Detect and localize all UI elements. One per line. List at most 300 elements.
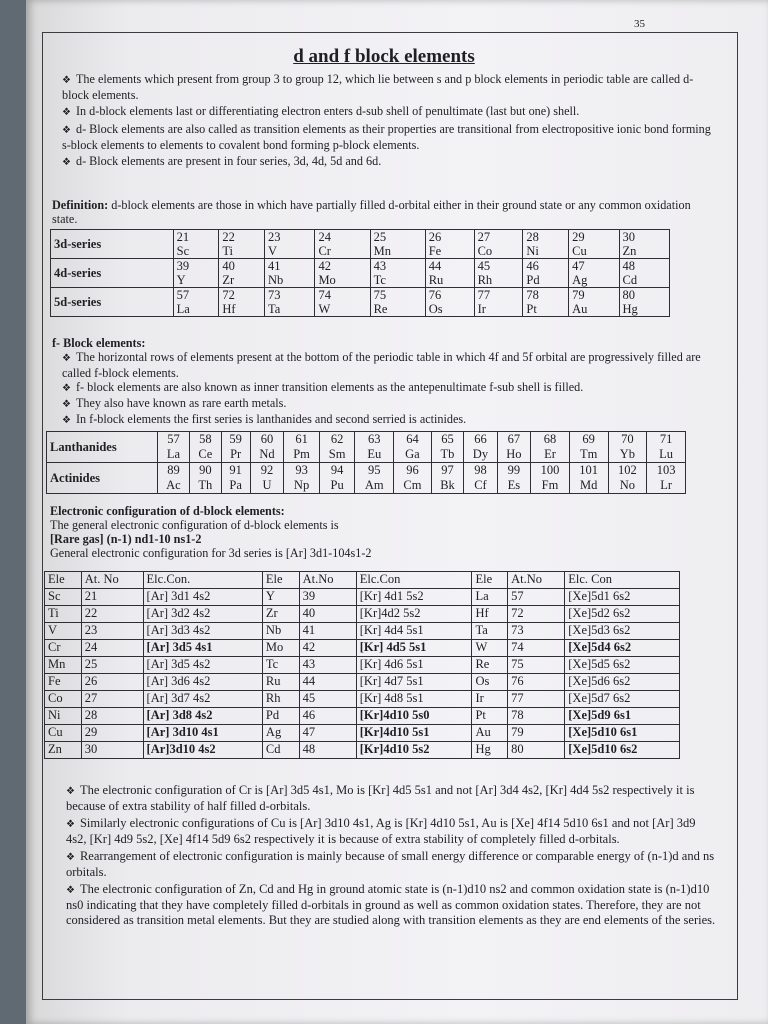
- atomic-number: 90: [199, 463, 212, 477]
- table-cell: [Ar] 3d5 4s1: [143, 640, 262, 657]
- table-cell: [Xe]5d9 6s1: [565, 708, 680, 725]
- atomic-number: 95: [368, 463, 381, 477]
- atomic-number: 67: [507, 432, 521, 446]
- element-cell: [315, 259, 370, 288]
- element-symbol: Pm: [293, 447, 310, 461]
- element-cell: [464, 463, 497, 494]
- element-symbol: Au: [572, 302, 588, 316]
- atomic-number: 89: [167, 463, 180, 477]
- element-cell: [431, 463, 463, 494]
- atomic-number: 58: [199, 432, 212, 446]
- page-number: 35: [634, 18, 645, 30]
- table-cell: 25: [81, 657, 143, 674]
- element-cell: [265, 259, 315, 288]
- d-series-row: [51, 230, 670, 259]
- table-cell: Ag: [262, 725, 299, 742]
- series-label: 4d-series: [51, 259, 174, 288]
- element-cell: [265, 288, 315, 317]
- atomic-number: 42: [318, 259, 331, 273]
- table-cell: [Ar] 3d10 4s1: [143, 725, 262, 742]
- element-symbol: Tb: [440, 447, 455, 461]
- table-cell: 27: [81, 691, 143, 708]
- diamond-bullet-icon: ❖: [62, 75, 71, 86]
- table-cell: 21: [81, 589, 143, 606]
- table-cell: 40: [299, 606, 356, 623]
- atomic-number: 22: [222, 230, 235, 244]
- atomic-number: 99: [507, 463, 521, 477]
- table-cell: Zr: [262, 606, 299, 623]
- diamond-bullet-icon: ❖: [66, 885, 75, 896]
- element-symbol: Mo: [318, 273, 336, 287]
- element-symbol: Mn: [373, 244, 391, 258]
- element-symbol: Nb: [268, 273, 284, 287]
- diamond-bullet-icon: ❖: [66, 819, 75, 830]
- table-cell: Cd: [262, 742, 299, 759]
- column-header: Elc.Con.: [143, 572, 262, 589]
- atomic-number: 101: [579, 463, 599, 477]
- f-bullet: ❖ They also have known as rare earth metals.: [62, 396, 287, 410]
- table-cell: [Xe]5d4 6s2: [565, 640, 680, 657]
- table-cell: 73: [508, 623, 565, 640]
- element-symbol: Cr: [318, 244, 331, 258]
- atomic-number: 57: [176, 288, 190, 302]
- element-cell: [219, 288, 265, 317]
- element-symbol: Bk: [440, 478, 455, 492]
- atomic-number: 71: [659, 432, 673, 446]
- atomic-number: 68: [543, 432, 557, 446]
- table-cell: 57: [508, 589, 565, 606]
- atomic-number: 24: [318, 230, 331, 244]
- column-header: At.No: [299, 572, 356, 589]
- f-bullet: ❖ In f-block elements the first series is lanthanides and second serried is actinides.: [62, 412, 467, 426]
- table-cell: 74: [508, 640, 565, 657]
- element-cell: [157, 432, 189, 463]
- element-cell: [425, 288, 474, 317]
- table-cell: 42: [299, 640, 356, 657]
- table-cell: [Kr] 4d8 5s1: [356, 691, 472, 708]
- element-cell: [173, 259, 219, 288]
- table-cell: 46: [299, 708, 356, 725]
- table-cell: [Kr]4d2 5s2: [356, 606, 472, 623]
- element-cell: [425, 230, 474, 259]
- table-cell: [Ar] 3d7 4s2: [143, 691, 262, 708]
- element-symbol: W: [318, 302, 331, 316]
- element-symbol: Ho: [506, 447, 522, 461]
- element-symbol: Zn: [622, 244, 637, 258]
- element-symbol: Hg: [622, 302, 638, 316]
- atomic-number: 76: [428, 288, 442, 302]
- table-cell: [Kr] 4d6 5s1: [356, 657, 472, 674]
- intro-bullet: ❖ d- Block elements are also called as transition elements as their properties are transitional from electropositive ionic bond forming s-block elements to elements to covalent bond forming p-block elements.: [62, 122, 711, 152]
- element-symbol: Pa: [229, 478, 242, 492]
- atomic-number: 43: [373, 259, 387, 273]
- table-cell: [Kr]4d10 5s0: [356, 708, 472, 725]
- table-cell: 44: [299, 674, 356, 691]
- ec-line: The general electronic configuration of d-block elements is: [50, 518, 339, 532]
- table-cell: [Xe]5d10 6s2: [565, 742, 680, 759]
- ec-3d-formula: General electronic configuration for 3d series is [Ar] 3d1-104s1-2: [50, 546, 372, 560]
- table-cell: W: [472, 640, 508, 657]
- table-cell: Co: [45, 691, 82, 708]
- atomic-number: 47: [572, 259, 585, 273]
- table-cell: 30: [81, 742, 143, 759]
- table-cell: 80: [508, 742, 565, 759]
- atomic-number: 39: [176, 259, 190, 273]
- element-symbol: Tc: [373, 273, 386, 287]
- element-cell: [431, 432, 463, 463]
- table-cell: [Kr] 4d1 5s2: [356, 589, 472, 606]
- atomic-number: 45: [477, 259, 491, 273]
- atomic-number: 65: [441, 432, 454, 446]
- element-cell: [497, 432, 530, 463]
- atomic-number: 70: [621, 432, 634, 446]
- table-cell: Ti: [45, 606, 82, 623]
- element-symbol: Os: [428, 302, 443, 316]
- table-cell: [Xe]5d3 6s2: [565, 623, 680, 640]
- element-symbol: Ru: [428, 273, 444, 287]
- atomic-number: 28: [526, 230, 539, 244]
- atomic-number: 27: [477, 230, 491, 244]
- element-cell: [284, 463, 320, 494]
- table-cell: [Ar] 3d3 4s2: [143, 623, 262, 640]
- element-symbol: Yb: [619, 447, 635, 461]
- element-symbol: Re: [373, 302, 388, 316]
- table-cell: 41: [299, 623, 356, 640]
- element-cell: [315, 288, 370, 317]
- table-cell: [Kr] 4d5 5s1: [356, 640, 472, 657]
- element-symbol: Ag: [572, 273, 588, 287]
- table-cell: Re: [472, 657, 508, 674]
- atomic-number: 61: [295, 432, 308, 446]
- table-cell: 26: [81, 674, 143, 691]
- table-cell: [Kr] 4d4 5s1: [356, 623, 472, 640]
- table-cell: Tc: [262, 657, 299, 674]
- element-cell: [531, 432, 570, 463]
- table-cell: 76: [508, 674, 565, 691]
- intro-bullet: ❖ d- Block elements are present in four series, 3d, 4d, 5d and 6d.: [62, 154, 382, 168]
- column-header: Ele: [262, 572, 299, 589]
- table-cell: Cu: [45, 725, 82, 742]
- element-cell: [608, 463, 647, 494]
- element-cell: [619, 230, 669, 259]
- end-bullet: ❖ The electronic configuration of Zn, Cd and Hg in ground atomic state is (n-1)d10 ns2 and common oxidation state is (n-1)d10 ns0 indicating that they have completely filled d-orbitals in ground as well as common oxidation states. Therefore, they are not considered as transition metal elements. But they are studied along with transition elements as they are end elements of the series.: [66, 882, 716, 927]
- element-symbol: V: [268, 244, 278, 258]
- element-cell: [370, 230, 425, 259]
- table-cell: Fe: [45, 674, 82, 691]
- table-cell: Sc: [45, 589, 82, 606]
- table-cell: 22: [81, 606, 143, 623]
- table-cell: Cr: [45, 640, 82, 657]
- element-symbol: Cm: [403, 478, 422, 492]
- table-cell: Ir: [472, 691, 508, 708]
- element-cell: [523, 259, 569, 288]
- atomic-number: 80: [622, 288, 636, 302]
- table-cell: Pd: [262, 708, 299, 725]
- diamond-bullet-icon: ❖: [62, 157, 71, 168]
- diamond-bullet-icon: ❖: [62, 383, 71, 394]
- element-cell: [569, 463, 608, 494]
- atomic-number: 96: [406, 463, 419, 477]
- table-cell: Ta: [472, 623, 508, 640]
- atomic-number: 62: [330, 432, 344, 446]
- ec-section: [50, 504, 700, 560]
- element-cell: [647, 463, 686, 494]
- atomic-number: 94: [330, 463, 344, 477]
- f-bullet: ❖ The horizontal rows of elements present at the bottom of the periodic table in which 4f and 5f orbital are progressively filled are called f-block elements.: [62, 350, 701, 380]
- element-cell: [221, 432, 250, 463]
- element-symbol: Y: [176, 273, 186, 287]
- element-cell: [569, 230, 619, 259]
- table-row: [45, 623, 680, 640]
- element-cell: [523, 230, 569, 259]
- table-row: [45, 742, 680, 759]
- element-symbol: Cf: [474, 478, 487, 492]
- table-cell: [Kr]4d10 5s2: [356, 742, 472, 759]
- element-symbol: Sc: [176, 244, 190, 258]
- element-cell: [569, 288, 619, 317]
- element-cell: [497, 463, 530, 494]
- d-series-table: [50, 229, 670, 317]
- table-cell: 23: [81, 623, 143, 640]
- element-symbol: Er: [544, 447, 556, 461]
- element-symbol: Ni: [526, 244, 539, 258]
- atomic-number: 23: [268, 230, 281, 244]
- column-header: Elc. Con: [565, 572, 680, 589]
- table-cell: [Kr]4d10 5s1: [356, 725, 472, 742]
- atomic-number: 100: [540, 463, 560, 477]
- table-cell: Hg: [472, 742, 508, 759]
- table-cell: [Kr] 4d7 5s1: [356, 674, 472, 691]
- element-symbol: Md: [579, 478, 598, 492]
- table-cell: [Xe]5d6 6s2: [565, 674, 680, 691]
- atomic-number: 64: [406, 432, 419, 446]
- element-cell: [394, 432, 432, 463]
- element-cell: [173, 288, 219, 317]
- table-cell: 72: [508, 606, 565, 623]
- element-symbol: Nd: [259, 447, 275, 461]
- element-cell: [219, 259, 265, 288]
- table-cell: Os: [472, 674, 508, 691]
- element-cell: [319, 463, 355, 494]
- element-cell: [250, 432, 283, 463]
- table-cell: 43: [299, 657, 356, 674]
- table-cell: V: [45, 623, 82, 640]
- end-bullet: ❖ The electronic configuration of Cr is [Ar] 3d5 4s1, Mo is [Kr] 4d5 5s1 and not [Ar] 3d4 4s2, [Kr] 4d4 5s2 respectively it is because of extra stability of half filled d-orbitals.: [66, 783, 695, 813]
- table-cell: [Xe]5d5 6s2: [565, 657, 680, 674]
- element-symbol: Rh: [477, 273, 493, 287]
- element-symbol: Es: [507, 478, 521, 492]
- atomic-number: 30: [622, 230, 636, 244]
- element-cell: [464, 432, 497, 463]
- element-cell: [619, 288, 669, 317]
- table-cell: 39: [299, 589, 356, 606]
- table-cell: [Ar] 3d6 4s2: [143, 674, 262, 691]
- element-symbol: Co: [477, 244, 493, 258]
- element-symbol: Tm: [579, 447, 598, 461]
- element-symbol: Ti: [222, 244, 233, 258]
- column-header: Ele: [45, 572, 82, 589]
- column-header: At.No: [508, 572, 565, 589]
- table-cell: La: [472, 589, 508, 606]
- ec-heading: Electronic configuration of d-block elements:: [50, 504, 285, 518]
- f-series-row: [47, 463, 686, 494]
- table-cell: 79: [508, 725, 565, 742]
- element-cell: [157, 463, 189, 494]
- table-row: [45, 606, 680, 623]
- atomic-number: 41: [268, 259, 281, 273]
- element-symbol: Eu: [367, 447, 382, 461]
- element-symbol: Fm: [541, 478, 559, 492]
- atomic-number: 26: [428, 230, 442, 244]
- atomic-number: 74: [318, 288, 331, 302]
- element-symbol: Pt: [526, 302, 537, 316]
- element-cell: [319, 432, 355, 463]
- f-series-table: [46, 431, 686, 494]
- element-symbol: Sm: [328, 447, 346, 461]
- table-cell: [Xe]5d7 6s2: [565, 691, 680, 708]
- table-cell: 75: [508, 657, 565, 674]
- element-cell: [250, 463, 283, 494]
- table-cell: Mo: [262, 640, 299, 657]
- element-symbol: Pr: [230, 447, 242, 461]
- atomic-number: 93: [295, 463, 308, 477]
- element-symbol: Am: [364, 478, 384, 492]
- definition-text: d-block elements are those in which have partially filled d-orbital either in their ground state or any common oxidation state.: [52, 198, 691, 226]
- element-cell: [355, 463, 394, 494]
- table-row: [45, 725, 680, 742]
- table-cell: 28: [81, 708, 143, 725]
- element-cell: [370, 259, 425, 288]
- element-cell: [284, 432, 320, 463]
- table-row: [45, 640, 680, 657]
- series-label: Actinides: [47, 463, 158, 494]
- d-series-row: [51, 259, 670, 288]
- element-cell: [221, 463, 250, 494]
- element-symbol: Zr: [222, 273, 235, 287]
- element-cell: [523, 288, 569, 317]
- element-cell: [173, 230, 219, 259]
- table-cell: [Xe]5d1 6s2: [565, 589, 680, 606]
- table-cell: 48: [299, 742, 356, 759]
- table-row: [45, 657, 680, 674]
- element-cell: [370, 288, 425, 317]
- atomic-number: 103: [656, 463, 676, 477]
- element-symbol: Ta: [268, 302, 281, 316]
- atomic-number: 44: [428, 259, 442, 273]
- table-row: [45, 674, 680, 691]
- atomic-number: 75: [373, 288, 387, 302]
- atomic-number: 79: [572, 288, 585, 302]
- atomic-number: 48: [622, 259, 636, 273]
- element-cell: [315, 230, 370, 259]
- f-block-heading: f- Block elements:: [52, 336, 146, 350]
- series-label: 5d-series: [51, 288, 174, 317]
- atomic-number: 29: [572, 230, 585, 244]
- element-symbol: No: [619, 478, 635, 492]
- page-title: d and f block elements: [293, 46, 475, 67]
- element-symbol: Cd: [622, 273, 638, 287]
- table-cell: Nb: [262, 623, 299, 640]
- element-cell: [394, 463, 432, 494]
- element-cell: [569, 432, 608, 463]
- table-cell: Rh: [262, 691, 299, 708]
- element-cell: [355, 432, 394, 463]
- table-cell: Ni: [45, 708, 82, 725]
- definition: [52, 198, 702, 226]
- element-cell: [474, 230, 523, 259]
- table-cell: 78: [508, 708, 565, 725]
- element-symbol: La: [166, 447, 181, 461]
- atomic-number: 73: [268, 288, 281, 302]
- element-cell: [619, 259, 669, 288]
- element-symbol: Ac: [166, 478, 181, 492]
- atomic-number: 40: [222, 259, 235, 273]
- element-symbol: Th: [198, 478, 213, 492]
- atomic-number: 97: [441, 463, 454, 477]
- atomic-number: 63: [368, 432, 381, 446]
- atomic-number: 46: [526, 259, 539, 273]
- column-header: Elc.Con: [356, 572, 472, 589]
- element-cell: [265, 230, 315, 259]
- table-cell: Pt: [472, 708, 508, 725]
- d-series-row: [51, 288, 670, 317]
- element-symbol: Np: [293, 478, 310, 492]
- atomic-number: 66: [474, 432, 487, 446]
- table-cell: Mn: [45, 657, 82, 674]
- table-row: [45, 589, 680, 606]
- diamond-bullet-icon: ❖: [66, 786, 75, 797]
- element-cell: [190, 432, 221, 463]
- element-symbol: Hf: [222, 302, 236, 316]
- element-symbol: Ir: [477, 302, 486, 316]
- atomic-number: 21: [176, 230, 190, 244]
- column-header: Ele: [472, 572, 508, 589]
- diamond-bullet-icon: ❖: [66, 852, 75, 863]
- ec-table: [44, 571, 680, 759]
- element-symbol: Ce: [198, 447, 213, 461]
- element-symbol: Lu: [659, 447, 674, 461]
- atomic-number: 69: [582, 432, 595, 446]
- element-symbol: U: [262, 478, 272, 492]
- element-cell: [474, 259, 523, 288]
- element-symbol: Cu: [572, 244, 587, 258]
- intro-bullet-list: [62, 72, 712, 170]
- element-cell: [608, 432, 647, 463]
- element-cell: [474, 288, 523, 317]
- element-symbol: Dy: [472, 447, 489, 461]
- end-bullet-list: [66, 783, 718, 928]
- diamond-bullet-icon: ❖: [62, 353, 71, 364]
- table-cell: Y: [262, 589, 299, 606]
- atomic-number: 77: [477, 288, 491, 302]
- table-cell: Ru: [262, 674, 299, 691]
- table-cell: 24: [81, 640, 143, 657]
- atomic-number: 60: [260, 432, 274, 446]
- element-symbol: Fe: [428, 244, 442, 258]
- diamond-bullet-icon: ❖: [62, 415, 71, 426]
- table-row: [45, 708, 680, 725]
- atomic-number: 98: [474, 463, 487, 477]
- element-symbol: Pd: [526, 273, 540, 287]
- column-header: At. No: [81, 572, 143, 589]
- f-series-row: [47, 432, 686, 463]
- end-bullet: ❖ Rearrangement of electronic configuration is mainly because of small energy difference or comparable energy of (n-1)d and ns orbitals.: [66, 849, 715, 879]
- table-row: [45, 691, 680, 708]
- element-symbol: La: [176, 302, 190, 316]
- table-cell: Zn: [45, 742, 82, 759]
- atomic-number: 72: [222, 288, 235, 302]
- f-block-section: [52, 336, 702, 428]
